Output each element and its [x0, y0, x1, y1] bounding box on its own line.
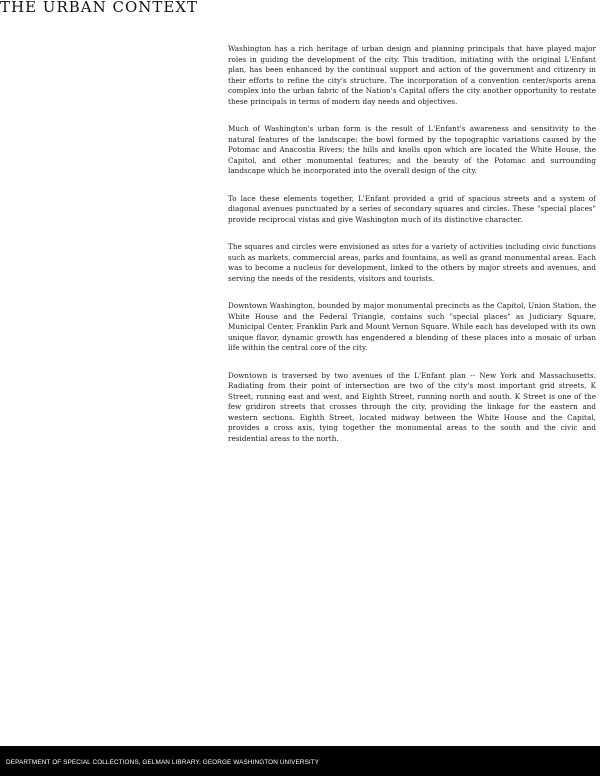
paragraph-heritage: Washington has a rich heritage of urban design and planning principals that have played major roles in guiding the development of the city. This tradition, initiating with the original L'Enfant plan, has been enhanced by the continual support and action of the government and citizenry in their efforts to refine the city's structure. The incorporation of a convention center/sports arena complex into the urban fabric of the Nation's Capital offers the city another opportunity to restate these principals in terms of modern day needs and objectives. — [228, 44, 596, 106]
page-title: THE URBAN CONTEXT — [0, 0, 199, 16]
paragraph-grid-streets: To lace these elements together, L'Enfant provided a grid of spacious streets and a system of diagonal avenues punctuated by a series of secondary squares and circles. These "special places" provide reciprocal vistas and give Washington much of its distinctive character. — [228, 193, 596, 224]
footer-bar — [0, 746, 600, 776]
paragraph-urban-form: Much of Washington's urban form is the result of L'Enfant's awareness and sensitivity to the natural features of the landscape: the bowl formed by the topographic variations caused by the Potomac and Anacostia Rivers; the hills and knolls upon which are located the White House, the Capitol, and other monumental features; and the beauty of the Potomac and surrounding landscape which he incorporated into the overall design of the city. — [228, 124, 596, 175]
body-text — [228, 44, 596, 455]
paragraph-squares-circles: The squares and circles were envisioned as sites for a variety of activities including civic functions such as markets, commercial areas, parks and fountains, as well as grand monumental areas. Each was to become a nucleus for development, linked to the others by major streets and avenues, and serving the needs of the residents, visitors and tourists. — [228, 242, 596, 283]
paragraph-avenues: Downtown is traversed by two avenues of the L'Enfant plan -- New York and Massachusetts. Radiating from their point of intersection are two of the city's most important grid streets, K Street, running east and west, and Eighth Street, running north and south. K Street is one of the few gridiron streets that crosses through the city, providing the linkage for the eastern and western sections. Eighth Street, located midway between the White House and the Capital, provides a cross axis, tying together the monumental areas to the south and the civic and residential areas to the north. — [228, 370, 596, 443]
paragraph-downtown: Downtown Washington, bounded by major monumental precincts as the Capitol, Union Station, the White House and the Federal Triangle, contains such "special places" as Judiciary Square, Municipal Center, Franklin Park and Mount Vernon Square. While each has developed with its own unique flavor, dynamic growth has engendered a blending of these places into a mosaic of urban life within the central core of the city. — [228, 301, 596, 352]
footer-credit: DEPARTMENT OF SPECIAL COLLECTIONS, GELMAN LIBRARY, GEORGE WASHINGTON UNIVERSITY — [6, 759, 320, 766]
